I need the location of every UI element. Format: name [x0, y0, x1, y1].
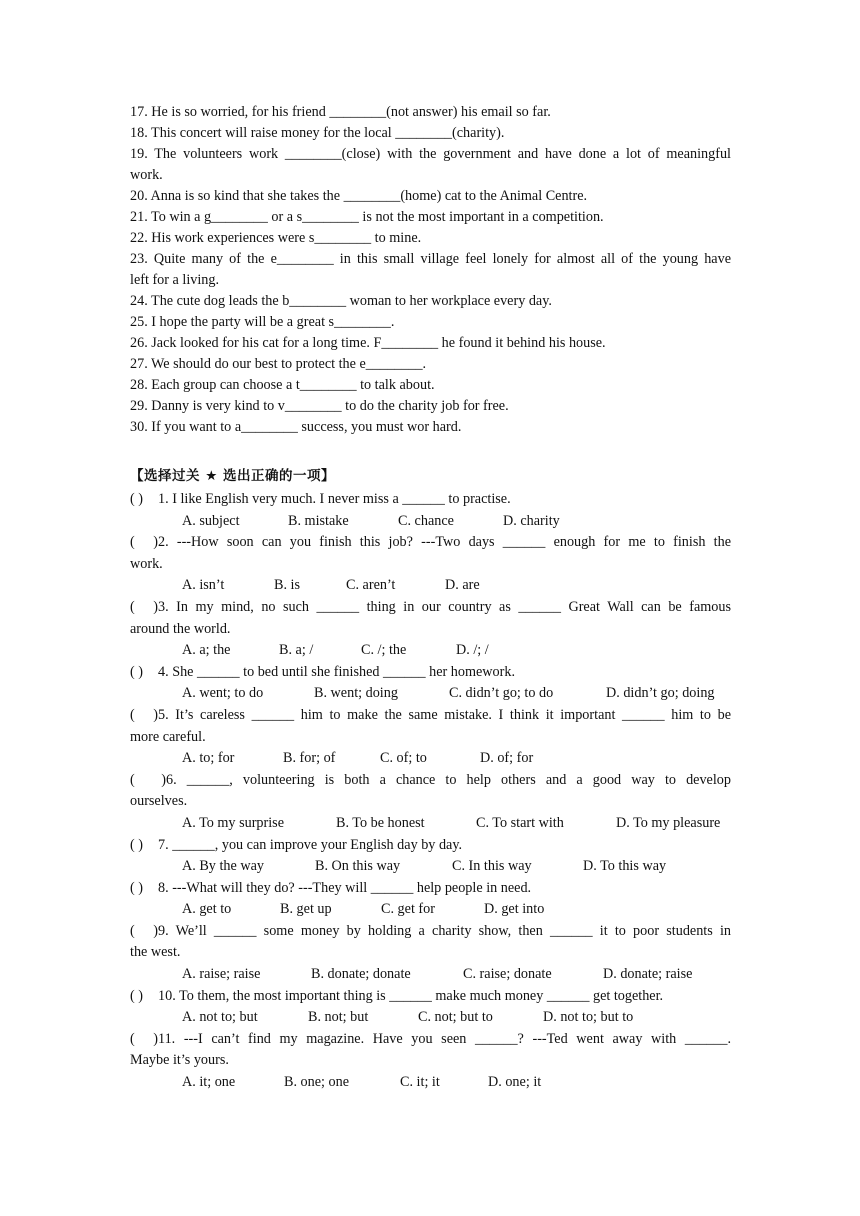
option-b[interactable]: B. get up	[280, 901, 332, 918]
fill-in-item: 29. Danny is very kind to v________ to do the charity job for free.	[130, 398, 509, 414]
question-text: 5. It’s careless ______ him to make the same mistake. I think it important ______ him to be	[158, 706, 731, 723]
option-a[interactable]: A. By the way	[182, 858, 264, 875]
option-a[interactable]: A. isn’t	[182, 577, 225, 594]
option-c[interactable]: C. it; it	[400, 1074, 440, 1091]
option-b[interactable]: B. not; but	[308, 1009, 369, 1026]
option-b[interactable]: B. one; one	[284, 1074, 350, 1091]
option-a[interactable]: A. a; the	[182, 642, 231, 659]
question-text: 10. To them, the most important thing is ______ make much money ______ get together.	[158, 987, 664, 1004]
option-c[interactable]: C. raise; donate	[463, 966, 552, 983]
question-text: 3. In my mind, no such ______ thing in our country as ______ Great Wall can be famous	[158, 598, 731, 615]
option-c[interactable]: C. not; but to	[418, 1009, 493, 1026]
option-c[interactable]: C. In this way	[452, 858, 532, 875]
section-heading: 【选择过关 ★ 选出正确的一项】	[130, 468, 336, 484]
question-line	[130, 1029, 731, 1051]
question-continuation: ourselves.	[130, 793, 188, 810]
options-row	[130, 856, 731, 878]
option-b[interactable]: B. On this way	[315, 858, 401, 875]
question-text: 1. I like English very much. I never miss a ______ to practise.	[158, 491, 511, 507]
question-text: 7. ______, you can improve your English day by day.	[158, 836, 463, 853]
question-continuation: around the world.	[130, 620, 231, 637]
fill-in-item: 25. I hope the party will be a great s________.	[130, 314, 395, 330]
question-line	[130, 878, 731, 900]
option-b[interactable]: B. went; doing	[314, 685, 398, 702]
question-text: 8. ---What will they do? ---They will ______ help people in need.	[158, 879, 532, 896]
question-line	[130, 705, 731, 727]
option-d[interactable]: D. not to; but to	[543, 1009, 634, 1026]
option-b[interactable]: B. donate; donate	[311, 966, 411, 983]
question-line	[130, 835, 731, 857]
option-c[interactable]: C. To start with	[476, 814, 564, 831]
question-line	[130, 662, 731, 684]
question-line	[130, 489, 731, 511]
option-a[interactable]: A. not to; but	[182, 1009, 258, 1026]
options-row	[130, 640, 731, 662]
question-line	[130, 597, 731, 619]
answer-paren[interactable]: ( )	[130, 706, 158, 723]
fill-in-item: 21. To win a g________ or a s________ is not the most important in a competition.	[130, 209, 604, 225]
option-a[interactable]: A. subject	[182, 512, 240, 529]
question-line	[130, 921, 731, 943]
option-d[interactable]: D. are	[445, 577, 480, 594]
option-c[interactable]: C. aren’t	[346, 577, 396, 594]
multiple-choice-section	[130, 489, 731, 1094]
option-d[interactable]: D. To this way	[583, 858, 667, 875]
option-d[interactable]: D. one; it	[488, 1074, 542, 1091]
option-d[interactable]: D. To my pleasure	[616, 814, 721, 831]
option-a[interactable]: A. went; to do	[182, 685, 264, 702]
option-d[interactable]: D. of; for	[480, 750, 534, 767]
option-d[interactable]: D. donate; raise	[603, 966, 693, 983]
option-d[interactable]: D. didn’t go; doing	[606, 685, 715, 702]
option-b[interactable]: B. is	[274, 577, 301, 594]
option-d[interactable]: D. /; /	[456, 642, 489, 659]
options-row	[130, 683, 731, 705]
option-b[interactable]: B. for; of	[283, 750, 336, 767]
worksheet-page	[130, 102, 731, 1094]
question-text: 9. We’ll ______ some money by holding a charity show, then ______ it to poor students in	[158, 922, 731, 939]
option-b[interactable]: B. a; /	[279, 642, 314, 659]
answer-paren[interactable]: ( )	[130, 491, 143, 507]
options-row	[130, 575, 731, 597]
question-line	[130, 532, 731, 554]
question-line	[130, 986, 731, 1008]
option-c[interactable]: C. /; the	[361, 642, 407, 659]
options-row	[130, 748, 731, 770]
option-a[interactable]: A. get to	[182, 901, 232, 918]
answer-paren[interactable]: ( )	[130, 879, 143, 896]
answer-paren[interactable]: ( )	[130, 598, 158, 615]
option-a[interactable]: A. To my surprise	[182, 814, 284, 831]
option-a[interactable]: A. it; one	[182, 1074, 236, 1091]
answer-paren[interactable]: ( )	[130, 987, 143, 1004]
fill-in-item: 27. We should do our best to protect the e________.	[130, 356, 427, 372]
option-b[interactable]: B. mistake	[288, 512, 349, 529]
fill-in-item-continuation: work.	[130, 167, 163, 183]
question-continuation: work.	[130, 555, 163, 572]
options-row	[130, 899, 731, 921]
fill-in-item: 22. His work experiences were s________ to mine.	[130, 230, 422, 246]
fill-in-section	[130, 102, 731, 438]
answer-paren[interactable]: ( )	[130, 1030, 158, 1047]
option-a[interactable]: A. raise; raise	[182, 966, 261, 983]
option-c[interactable]: C. chance	[398, 512, 454, 529]
fill-in-item: 18. This concert will raise money for the local ________(charity).	[130, 125, 505, 141]
question-text: 2. ---How soon can you finish this job? ---Two days ______ enough for me to finish the	[158, 534, 731, 551]
question-continuation: more careful.	[130, 728, 206, 745]
answer-paren[interactable]: ( )	[130, 836, 143, 853]
options-row	[130, 1007, 731, 1029]
option-a[interactable]: A. to; for	[182, 750, 235, 767]
fill-in-item: 26. Jack looked for his cat for a long time. F________ he found it behind his house.	[130, 335, 606, 351]
option-c[interactable]: C. of; to	[380, 750, 427, 767]
fill-in-item: 20. Anna is so kind that she takes the ________(home) cat to the Animal Centre.	[130, 188, 588, 204]
options-row	[130, 813, 731, 835]
option-c[interactable]: C. get for	[381, 901, 435, 918]
answer-paren[interactable]: ( )	[130, 922, 158, 939]
option-d[interactable]: D. get into	[484, 901, 545, 918]
fill-in-item: 30. If you want to a________ success, you must wor hard.	[130, 419, 462, 435]
options-row	[130, 511, 731, 533]
fill-in-item: 19. The volunteers work ________(close) with the government and have done a lot of meaningful	[130, 146, 731, 162]
fill-in-item: 23. Quite many of the e________ in this small village feel lonely for almost all of the young have	[130, 251, 731, 267]
fill-in-item: 28. Each group can choose a t________ to talk about.	[130, 377, 435, 393]
answer-paren[interactable]: ( )	[130, 771, 166, 788]
question-text: 11. ---I can’t find my magazine. Have you seen ______? ---Ted went away with ______.	[158, 1030, 731, 1047]
question-continuation: Maybe it’s yours.	[130, 1052, 229, 1069]
options-row	[130, 1072, 731, 1094]
question-continuation: the west.	[130, 944, 181, 961]
fill-in-item-continuation: left for a living.	[130, 272, 220, 288]
question-line	[130, 770, 731, 792]
option-d[interactable]: D. charity	[503, 512, 560, 529]
options-row	[130, 964, 731, 986]
answer-paren[interactable]: ( )	[130, 663, 143, 680]
option-b[interactable]: B. To be honest	[336, 814, 425, 831]
question-text: 4. She ______ to bed until she finished ______ her homework.	[158, 663, 516, 680]
fill-in-item: 24. The cute dog leads the b________ woman to her workplace every day.	[130, 293, 552, 309]
question-text: 6. ______, volunteering is both a chance to help others and a good way to develop	[166, 771, 731, 788]
option-c[interactable]: C. didn’t go; to do	[449, 685, 554, 702]
answer-paren[interactable]: ( )	[130, 534, 158, 551]
fill-in-item: 17. He is so worried, for his friend ________(not answer) his email so far.	[130, 104, 551, 120]
